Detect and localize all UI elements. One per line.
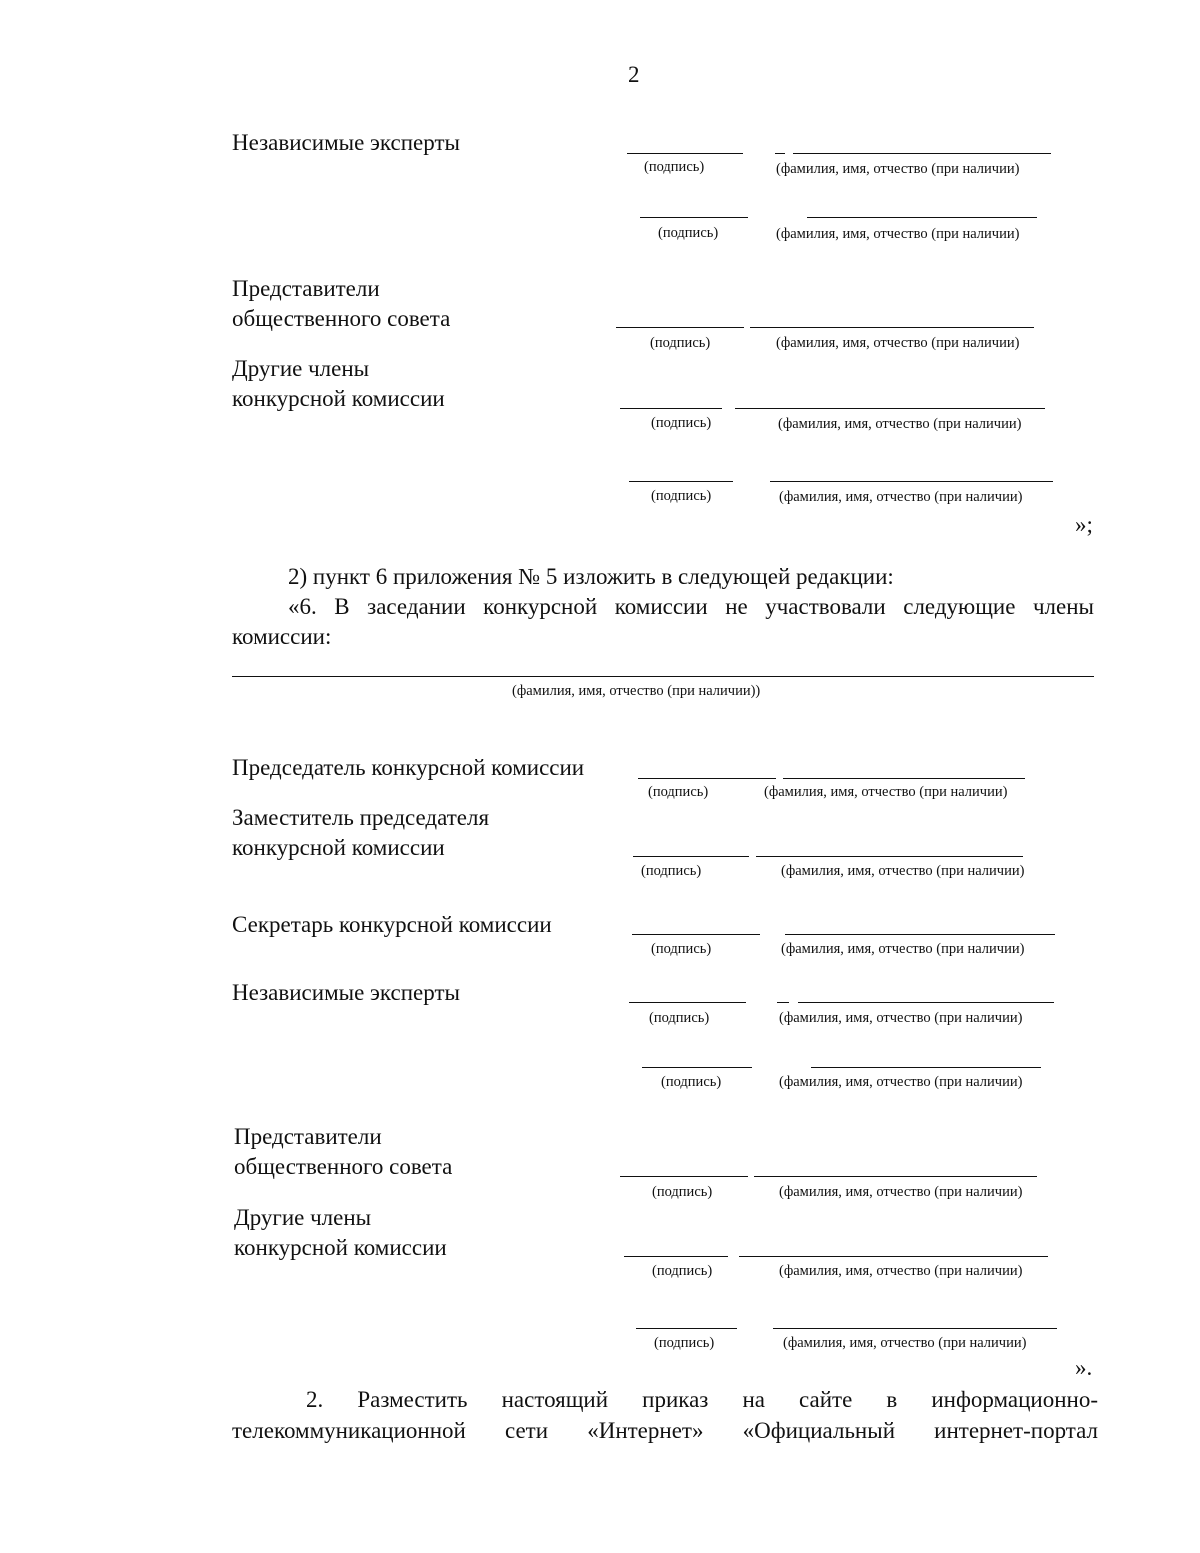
- signature-caption: (подпись): [652, 1184, 713, 1200]
- signature-line: [640, 217, 748, 218]
- fio-caption: (фамилия, имя, отчество (при наличии): [779, 1184, 1023, 1200]
- closing-quote-semicolon: »;: [1075, 512, 1093, 537]
- signature-line: [642, 1067, 752, 1068]
- fio-caption: (фамилия, имя, отчество (при наличии): [783, 1335, 1027, 1351]
- absent-members-caption: (фамилия, имя, отчество (при наличии)): [512, 683, 761, 699]
- signature-line: [616, 327, 744, 328]
- fio-line: [793, 153, 1051, 154]
- signature-caption: (подпись): [651, 488, 712, 504]
- signature-caption: (подпись): [658, 225, 719, 241]
- point2-line1: 2. Разместить настоящий приказ на сайте в информационно-: [306, 1387, 1098, 1412]
- fio-caption: (фамилия, имя, отчество (при наличии): [779, 489, 1023, 505]
- signature-caption: (подпись): [649, 1010, 710, 1026]
- label-other-members-b1: Другие члены: [234, 1205, 372, 1230]
- point2-line2: телекоммуникационной сети «Интернет» «Официальный интернет-портал: [232, 1418, 1098, 1443]
- fio-line: [739, 1256, 1048, 1257]
- signature-line: [629, 481, 733, 482]
- absent-members-line: [232, 676, 1094, 677]
- signature-caption: (подпись): [648, 784, 709, 800]
- fio-line: [807, 217, 1037, 218]
- signature-caption: (подпись): [644, 159, 705, 175]
- fio-line: [770, 481, 1053, 482]
- fio-line: [777, 1002, 789, 1003]
- item2-line2: «6. В заседании конкурсной комиссии не участвовали следующие члены: [288, 594, 1094, 619]
- label-secretary: Секретарь конкурсной комиссии: [232, 912, 552, 937]
- label-public-council-1: Представители: [232, 276, 380, 301]
- signature-caption: (подпись): [652, 1263, 713, 1279]
- label-other-members-b2: конкурсной комиссии: [234, 1235, 447, 1260]
- closing-quote-period: ».: [1075, 1355, 1093, 1380]
- signature-caption: (подпись): [650, 335, 711, 351]
- fio-caption: (фамилия, имя, отчество (при наличии): [781, 863, 1025, 879]
- fio-line: [750, 327, 1034, 328]
- fio-caption: (фамилия, имя, отчество (при наличии): [779, 1074, 1023, 1090]
- signature-caption: (подпись): [641, 863, 702, 879]
- fio-caption: (фамилия, имя, отчество (при наличии): [764, 784, 1008, 800]
- label-public-council-b1: Представители: [234, 1124, 382, 1149]
- signature-line: [636, 1328, 737, 1329]
- label-deputy-2: конкурсной комиссии: [232, 835, 445, 860]
- fio-caption: (фамилия, имя, отчество (при наличии): [776, 226, 1020, 242]
- signature-caption: (подпись): [651, 941, 712, 957]
- signature-line: [624, 1256, 728, 1257]
- fio-caption: (фамилия, имя, отчество (при наличии): [778, 416, 1022, 432]
- signature-line: [620, 1176, 748, 1177]
- label-other-members-1: Другие члены: [232, 356, 370, 381]
- fio-caption: (фамилия, имя, отчество (при наличии): [779, 1263, 1023, 1279]
- fio-line: [798, 1002, 1054, 1003]
- label-independent-experts-2: Независимые эксперты: [232, 980, 460, 1005]
- label-public-council-b2: общественного совета: [234, 1154, 453, 1179]
- item2-line1: 2) пункт 6 приложения № 5 изложить в следующей редакции:: [288, 564, 894, 589]
- fio-line: [756, 856, 1023, 857]
- label-public-council-2: общественного совета: [232, 306, 451, 331]
- fio-caption: (фамилия, имя, отчество (при наличии): [779, 1010, 1023, 1026]
- fio-line: [773, 1328, 1057, 1329]
- item2-line3: комиссии:: [232, 624, 332, 649]
- signature-caption: (подпись): [654, 1335, 715, 1351]
- signature-line: [632, 934, 760, 935]
- label-deputy-1: Заместитель председателя: [232, 805, 490, 830]
- signature-line: [629, 1002, 746, 1003]
- label-chairman: Председатель конкурсной комиссии: [232, 755, 585, 780]
- fio-line: [754, 1176, 1037, 1177]
- signature-line: [633, 856, 749, 857]
- page-number: 2: [628, 62, 640, 87]
- fio-line: [735, 408, 1045, 409]
- signature-caption: (подпись): [661, 1074, 722, 1090]
- signature-line: [627, 153, 743, 154]
- fio-line: [811, 1067, 1041, 1068]
- fio-line: [775, 153, 785, 154]
- fio-caption: (фамилия, имя, отчество (при наличии): [781, 941, 1025, 957]
- signature-line: [638, 778, 776, 779]
- signature-caption: (подпись): [651, 415, 712, 431]
- fio-caption: (фамилия, имя, отчество (при наличии): [776, 335, 1020, 351]
- fio-line: [783, 778, 1025, 779]
- fio-line: [785, 934, 1055, 935]
- signature-line: [620, 408, 722, 409]
- label-other-members-2: конкурсной комиссии: [232, 386, 445, 411]
- label-independent-experts: Независимые эксперты: [232, 130, 460, 155]
- fio-caption: (фамилия, имя, отчество (при наличии): [776, 161, 1020, 177]
